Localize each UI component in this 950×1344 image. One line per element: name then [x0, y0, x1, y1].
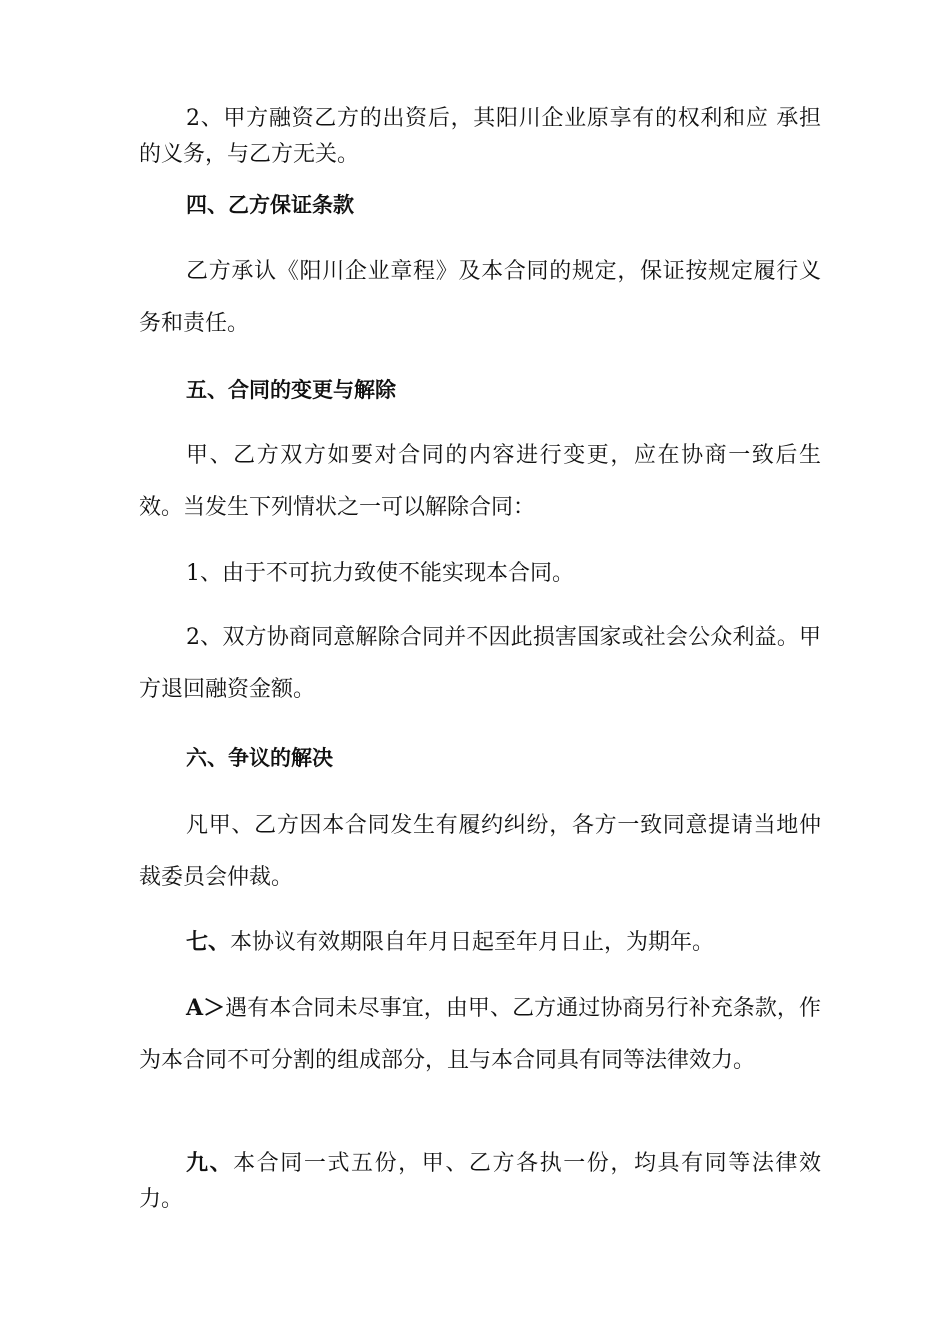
section-heading-guarantee: 四、乙方保证条款	[186, 192, 354, 217]
paragraph-termination-item-2: 2、双方协商同意解除合同并不因此损害国家或社会公众利益。甲方退回融资金额。	[139, 625, 821, 702]
section-heading-change-termination: 五、合同的变更与解除	[186, 377, 396, 402]
paragraph-validity-period	[139, 925, 821, 960]
paragraph-supplementary-terms	[139, 982, 821, 1087]
clause-text: 本协议有效期限自年月日起至年月日止，为期年。	[230, 930, 715, 955]
clause-text: 遇有本合同未尽事宜，由甲、乙方通过协商另行补充条款，作为本合同不可分割的组成部分，且与本合同具有同等法律效力。	[139, 996, 821, 1073]
paragraph-dispute: 凡甲、乙方因本合同发生有履约纠纷，各方一致同意提请当地仲裁委员会仲裁。	[139, 813, 821, 890]
clause-text: 本合同一式五份，甲、乙方各执一份，均具有同等法律效力。	[139, 1151, 821, 1212]
clause-number: 七、	[186, 929, 231, 955]
paragraph-copies	[139, 1145, 821, 1218]
paragraph-equity-transfer: 2、甲方融资乙方的出资后，其阳川企业原享有的权利和应 承担的义务，与乙方无关。	[139, 106, 821, 167]
section-heading-dispute: 六、争议的解决	[186, 745, 333, 770]
paragraph-change-terms: 甲、乙方双方如要对合同的内容进行变更，应在协商一致后生效。当发生下列情状之一可以解除合同：	[139, 443, 821, 520]
paragraph-guarantee: 乙方承认《阳川企业章程》及本合同的规定，保证按规定履行义务和责任。	[139, 259, 821, 336]
clause-number: 九、	[186, 1150, 234, 1176]
clause-number: A＞	[186, 995, 226, 1021]
paragraph-termination-item-1: 1、由于不可抗力致使不能实现本合同。	[186, 561, 574, 586]
